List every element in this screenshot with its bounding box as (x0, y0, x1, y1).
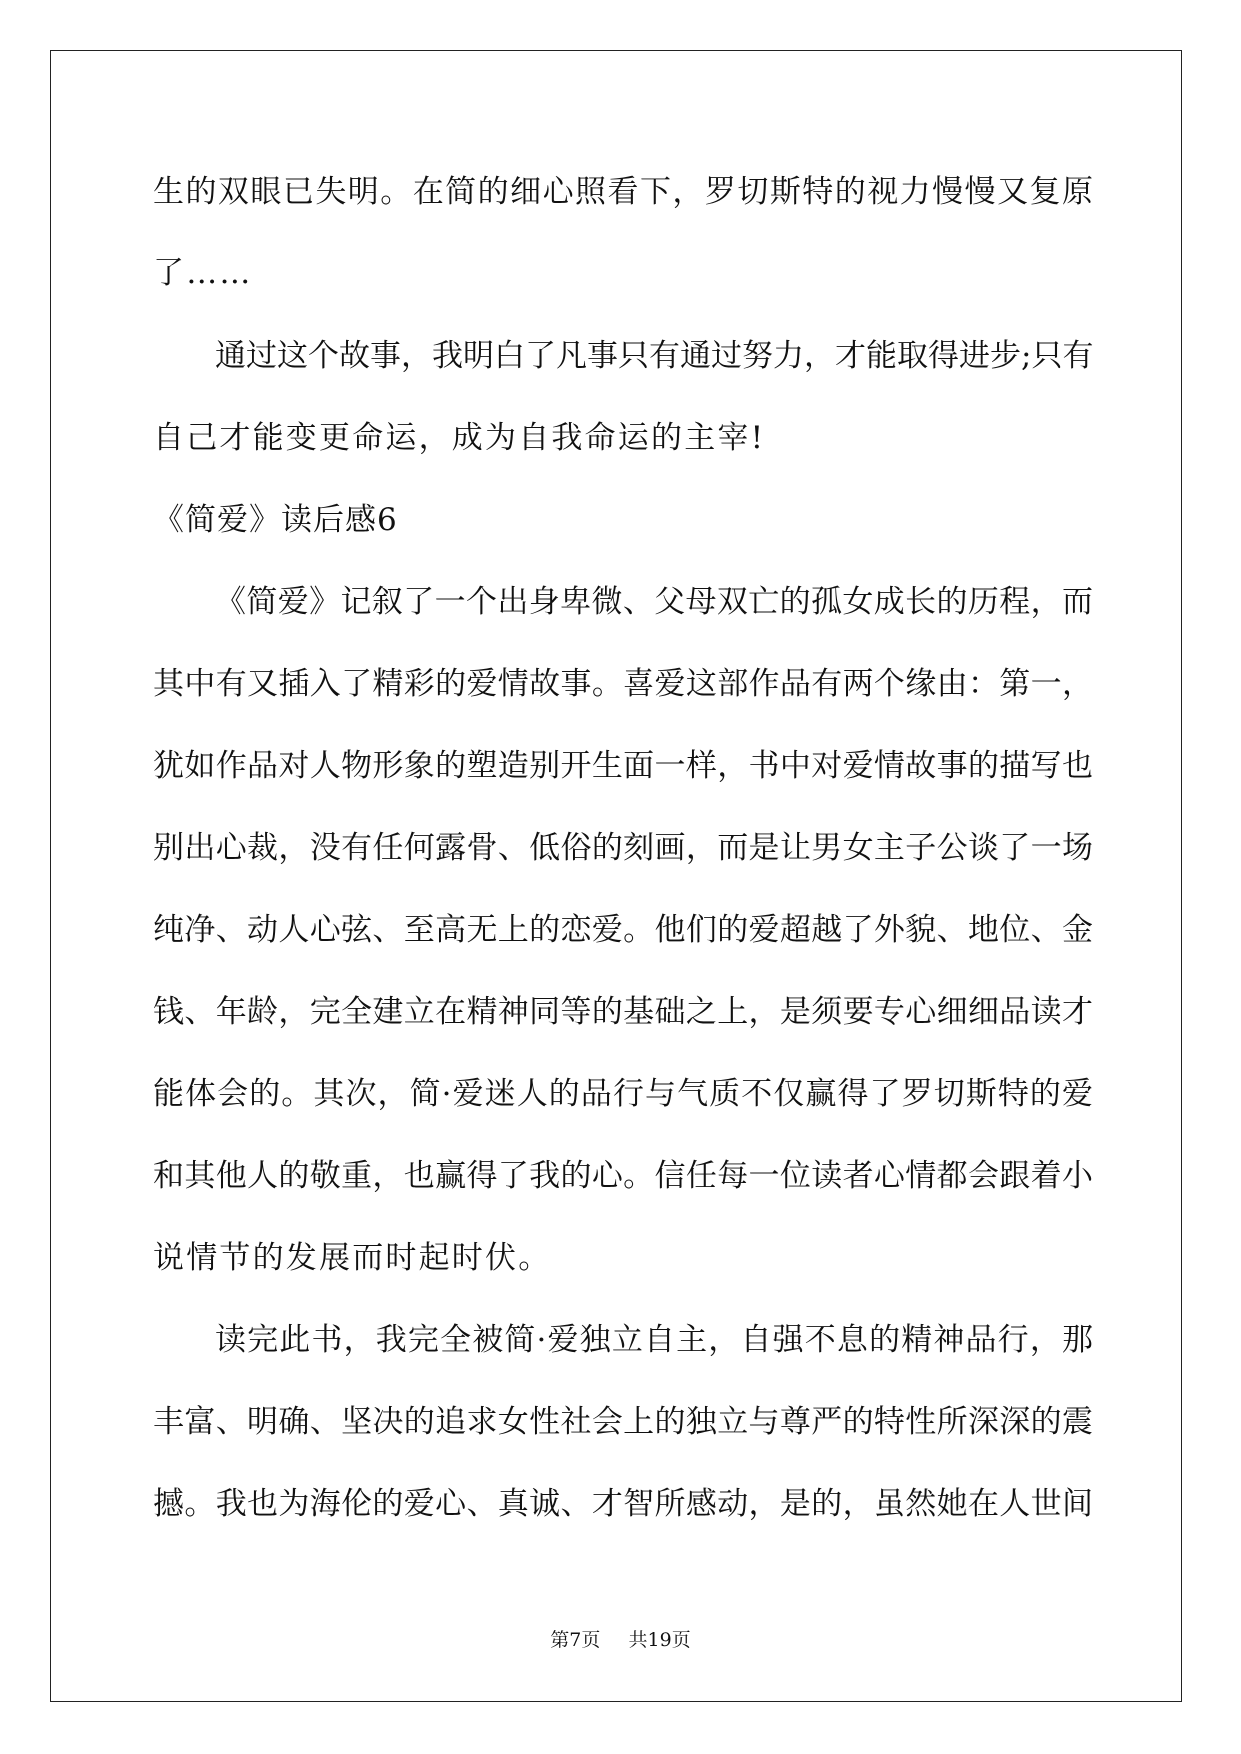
body-text-line: 其中有又插入了精彩的爱情故事。喜爱这部作品有两个缘由：第一， (153, 666, 1093, 702)
body-text-line: 通过这个故事，我明白了凡事只有通过努力，才能取得进步;只有 (215, 338, 1094, 374)
section-heading: 《简爱》读后感6 (153, 502, 398, 538)
body-text-line: 和其他人的敬重，也赢得了我的心。信任每一位读者心情都会跟着小 (153, 1158, 1093, 1194)
body-text-line: 自己才能变更命运，成为自我命运的主宰! (153, 420, 766, 456)
page-border (50, 50, 1182, 1702)
page-number: 第7页 (550, 1629, 601, 1651)
body-text-line: 别出心裁，没有任何露骨、低俗的刻画，而是让男女主子公谈了一场 (153, 830, 1093, 866)
body-text-line: 生的双眼已失明。在简的细心照看下，罗切斯特的视力慢慢又复原 (153, 174, 1093, 210)
body-text-line: 读完此书，我完全被简·爱独立自主，自强不息的精神品行，那 (215, 1322, 1093, 1358)
body-text-line: 了…… (153, 255, 253, 291)
body-text-line: 犹如作品对人物形象的塑造别开生面一样，书中对爱情故事的描写也 (153, 748, 1093, 784)
body-text-line: 丰富、明确、坚决的追求女性社会上的独立与尊严的特性所深深的震 (153, 1404, 1093, 1440)
body-text-line: 能体会的。其次，简·爱迷人的品行与气质不仅赢得了罗切斯特的爱 (153, 1076, 1093, 1112)
body-text-line: 钱、年龄，完全建立在精神同等的基础之上，是须要专心细细品读才 (153, 994, 1093, 1030)
page-footer (0, 1628, 1241, 1652)
body-text-line: 《简爱》记叙了一个出身卑微、父母双亡的孤女成长的历程，而 (215, 584, 1093, 620)
body-text-line: 纯净、动人心弦、至高无上的恋爱。他们的爱超越了外貌、地位、金 (153, 912, 1093, 948)
body-text-line: 撼。我也为海伦的爱心、真诚、才智所感动，是的，虽然她在人世间 (153, 1486, 1093, 1522)
page-total: 共19页 (628, 1629, 691, 1651)
body-text-line: 说情节的发展而时起时伏。 (153, 1240, 552, 1276)
